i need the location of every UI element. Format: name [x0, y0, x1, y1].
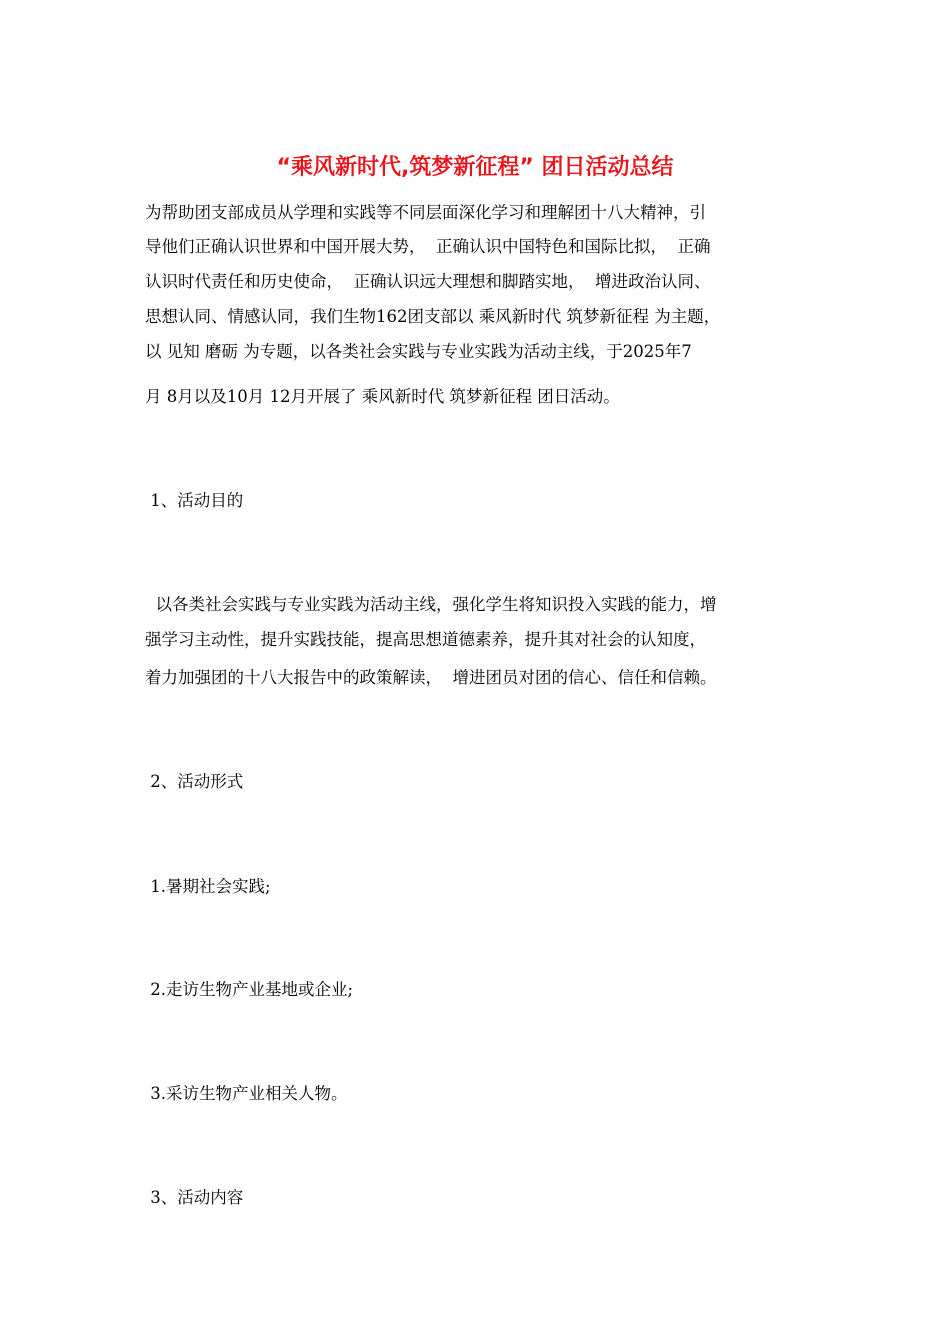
purpose-line-1: 以各类社会实践与专业实践为活动主线，强化学生将知识投入实践的能力，增 [145, 595, 717, 614]
section-heading-content: 3、活动内容 [145, 1188, 244, 1207]
intro-line-3: 认识时代责任和历史使命， 正确认识远大理想和脚踏实地， 增进政治认同、 [145, 272, 711, 291]
intro-line-2: 导他们正确认识世界和中国开展大势， 正确认识中国特色和国际比拟， 正确 [145, 237, 711, 256]
section-heading-form: 2、活动形式 [145, 772, 244, 791]
intro-line-1: 为帮助团支部成员从学理和实践等不同层面深化学习和理解团十八大精神，引 [145, 203, 706, 222]
intro-line-5: 以 见知 磨砺 为专题，以各类社会实践与专业实践为活动主线，于2025年7 [145, 342, 692, 361]
purpose-line-2: 强学习主动性，提升实践技能，提高思想道德素养，提升其对社会的认知度， [145, 630, 706, 649]
purpose-line-3: 着力加强团的十八大报告中的政策解读， 增进团员对团的信心、信任和信赖。 [145, 668, 717, 687]
intro-line-4: 思想认同、情感认同，我们生物162团支部以 乘风新时代 筑梦新征程 为主题， [145, 307, 721, 326]
intro-line-6: 月 8月以及10月 12月开展了 乘风新时代 筑梦新征程 团日活动。 [145, 387, 620, 406]
document-title: “乘风新时代,筑梦新征程” 团日活动总结 [276, 155, 674, 180]
section-heading-purpose: 1、活动目的 [145, 491, 244, 510]
form-item-3: 3.采访生物产业相关人物。 [145, 1084, 348, 1103]
form-item-2: 2.走访生物产业基地或企业; [145, 980, 354, 999]
form-item-1: 1.暑期社会实践; [145, 877, 271, 896]
